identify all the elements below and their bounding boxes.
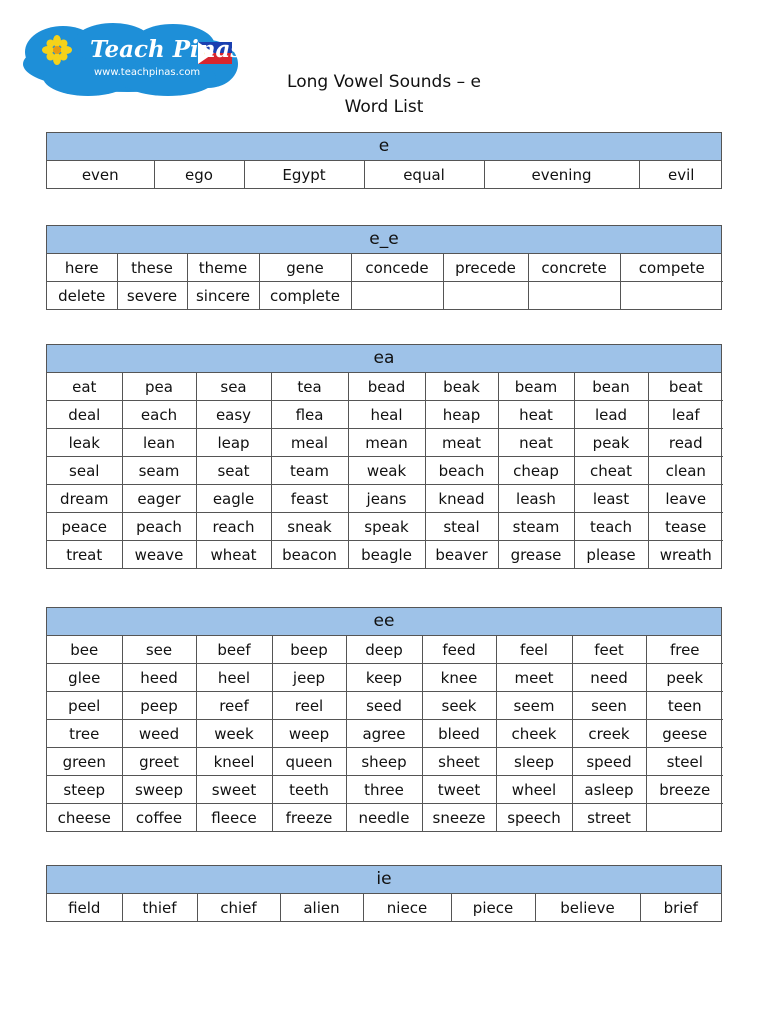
section-header: e_e xyxy=(47,226,721,254)
word-table xyxy=(47,894,721,921)
word-cell: beam xyxy=(498,373,574,401)
word-cell: jeans xyxy=(348,485,425,513)
word-cell: seal xyxy=(47,457,122,485)
word-cell: bleed xyxy=(422,720,496,748)
word-cell: leaf xyxy=(648,401,723,429)
word-cell: green xyxy=(47,748,122,776)
table-row xyxy=(47,429,723,457)
word-cell: eager xyxy=(122,485,196,513)
word-cell: coffee xyxy=(122,804,196,832)
word-cell: seem xyxy=(496,692,572,720)
page-title: Long Vowel Sounds – e xyxy=(287,72,481,92)
word-cell: equal xyxy=(364,161,484,188)
word-cell xyxy=(620,282,723,310)
word-cell: speech xyxy=(496,804,572,832)
table-row xyxy=(47,485,723,513)
word-cell: flea xyxy=(271,401,348,429)
word-cell: knee xyxy=(422,664,496,692)
section-ie xyxy=(46,865,722,922)
section-header: ee xyxy=(47,608,721,636)
word-cell: steel xyxy=(646,748,723,776)
word-cell: weep xyxy=(272,720,346,748)
word-cell: cheese xyxy=(47,804,122,832)
word-cell: reach xyxy=(196,513,271,541)
word-cell: beagle xyxy=(348,541,425,569)
word-cell: creek xyxy=(572,720,646,748)
word-cell xyxy=(351,282,443,310)
word-cell: Egypt xyxy=(244,161,364,188)
table-row xyxy=(47,282,723,310)
word-cell: wheel xyxy=(496,776,572,804)
word-cell: leave xyxy=(648,485,723,513)
word-cell: lean xyxy=(122,429,196,457)
word-cell: delete xyxy=(47,282,117,310)
word-cell: sheet xyxy=(422,748,496,776)
word-cell xyxy=(646,804,723,832)
word-cell: bead xyxy=(348,373,425,401)
word-cell: keep xyxy=(346,664,422,692)
word-cell: queen xyxy=(272,748,346,776)
word-cell: tease xyxy=(648,513,723,541)
word-cell: meal xyxy=(271,429,348,457)
word-cell: tea xyxy=(271,373,348,401)
table-row xyxy=(47,692,723,720)
word-cell: kneel xyxy=(196,748,272,776)
table-row xyxy=(47,457,723,485)
word-cell: alien xyxy=(280,894,363,921)
word-cell: beacon xyxy=(271,541,348,569)
word-cell: peach xyxy=(122,513,196,541)
word-cell: lead xyxy=(574,401,648,429)
word-cell: leap xyxy=(196,429,271,457)
word-cell: here xyxy=(47,254,117,282)
word-cell: knead xyxy=(425,485,498,513)
word-cell: eagle xyxy=(196,485,271,513)
word-cell: heat xyxy=(498,401,574,429)
table-row xyxy=(47,541,723,569)
word-cell: free xyxy=(646,636,723,664)
word-cell: steam xyxy=(498,513,574,541)
word-cell: reef xyxy=(196,692,272,720)
word-cell: see xyxy=(122,636,196,664)
logo-name: Teach Pinas xyxy=(90,36,244,63)
section-header: ie xyxy=(47,866,721,894)
word-cell: evening xyxy=(484,161,639,188)
word-cell: dream xyxy=(47,485,122,513)
flower-icon xyxy=(42,35,72,65)
word-cell: weave xyxy=(122,541,196,569)
word-cell: concede xyxy=(351,254,443,282)
word-cell: jeep xyxy=(272,664,346,692)
word-cell: evil xyxy=(639,161,723,188)
word-cell: believe xyxy=(535,894,640,921)
table-row xyxy=(47,664,723,692)
word-cell: tweet xyxy=(422,776,496,804)
word-cell: heal xyxy=(348,401,425,429)
logo-url: www.teachpinas.com xyxy=(94,67,201,78)
section-e-e xyxy=(46,225,722,310)
word-cell: cheek xyxy=(496,720,572,748)
word-cell: mean xyxy=(348,429,425,457)
word-cell: peek xyxy=(646,664,723,692)
word-cell: beaver xyxy=(425,541,498,569)
word-cell: sneak xyxy=(271,513,348,541)
word-cell xyxy=(528,282,620,310)
word-cell: meet xyxy=(496,664,572,692)
word-cell: meat xyxy=(425,429,498,457)
word-cell: sincere xyxy=(187,282,259,310)
word-table xyxy=(47,161,723,188)
word-cell: heel xyxy=(196,664,272,692)
word-cell: cheat xyxy=(574,457,648,485)
word-cell xyxy=(443,282,528,310)
word-cell: sweep xyxy=(122,776,196,804)
word-cell: piece xyxy=(451,894,535,921)
word-cell: niece xyxy=(363,894,451,921)
word-cell: deal xyxy=(47,401,122,429)
word-cell: greet xyxy=(122,748,196,776)
word-cell: least xyxy=(574,485,648,513)
word-cell: neat xyxy=(498,429,574,457)
word-table xyxy=(47,254,723,309)
word-cell: seat xyxy=(196,457,271,485)
word-cell: severe xyxy=(117,282,187,310)
word-cell: cheap xyxy=(498,457,574,485)
word-cell: sheep xyxy=(346,748,422,776)
word-cell: breeze xyxy=(646,776,723,804)
table-row xyxy=(47,776,723,804)
word-cell: team xyxy=(271,457,348,485)
word-table xyxy=(47,636,723,831)
word-cell: heed xyxy=(122,664,196,692)
word-cell: concrete xyxy=(528,254,620,282)
word-cell: treat xyxy=(47,541,122,569)
section-ee xyxy=(46,607,722,832)
word-cell: gene xyxy=(259,254,351,282)
word-cell: agree xyxy=(346,720,422,748)
word-cell: weak xyxy=(348,457,425,485)
word-cell: peak xyxy=(574,429,648,457)
word-cell: glee xyxy=(47,664,122,692)
word-cell: sneeze xyxy=(422,804,496,832)
word-cell: heap xyxy=(425,401,498,429)
word-cell: seam xyxy=(122,457,196,485)
word-cell: bean xyxy=(574,373,648,401)
word-cell: deep xyxy=(346,636,422,664)
word-cell: seen xyxy=(572,692,646,720)
word-cell: wheat xyxy=(196,541,271,569)
word-cell: feel xyxy=(496,636,572,664)
table-row xyxy=(47,748,723,776)
word-cell: tree xyxy=(47,720,122,748)
word-cell: please xyxy=(574,541,648,569)
page-subtitle: Word List xyxy=(344,97,424,117)
word-cell: theme xyxy=(187,254,259,282)
word-cell: needle xyxy=(346,804,422,832)
word-cell: asleep xyxy=(572,776,646,804)
word-cell: ego xyxy=(154,161,244,188)
word-cell: geese xyxy=(646,720,723,748)
word-cell: beak xyxy=(425,373,498,401)
word-cell: even xyxy=(47,161,154,188)
table-row xyxy=(47,636,723,664)
word-table xyxy=(47,373,723,568)
word-cell: brief xyxy=(640,894,721,921)
word-cell: sea xyxy=(196,373,271,401)
table-row xyxy=(47,254,723,282)
word-cell: beep xyxy=(272,636,346,664)
word-cell: wreath xyxy=(648,541,723,569)
word-cell: sweet xyxy=(196,776,272,804)
word-cell: seed xyxy=(346,692,422,720)
word-cell: weed xyxy=(122,720,196,748)
word-cell: grease xyxy=(498,541,574,569)
word-cell: feed xyxy=(422,636,496,664)
section-header: ea xyxy=(47,345,721,373)
word-cell: steal xyxy=(425,513,498,541)
word-cell: beach xyxy=(425,457,498,485)
word-cell: street xyxy=(572,804,646,832)
word-cell: each xyxy=(122,401,196,429)
word-cell: eat xyxy=(47,373,122,401)
word-cell: pea xyxy=(122,373,196,401)
word-cell: chief xyxy=(197,894,280,921)
word-cell: steep xyxy=(47,776,122,804)
word-cell: field xyxy=(47,894,122,921)
word-cell: precede xyxy=(443,254,528,282)
word-cell: sleep xyxy=(496,748,572,776)
word-cell: bee xyxy=(47,636,122,664)
word-cell: thief xyxy=(122,894,197,921)
table-row xyxy=(47,894,721,921)
word-cell: compete xyxy=(620,254,723,282)
table-row xyxy=(47,401,723,429)
word-cell: easy xyxy=(196,401,271,429)
word-cell: freeze xyxy=(272,804,346,832)
word-cell: feet xyxy=(572,636,646,664)
section-header: e xyxy=(47,133,721,161)
word-cell: peep xyxy=(122,692,196,720)
table-row xyxy=(47,161,723,188)
word-cell: peel xyxy=(47,692,122,720)
table-row xyxy=(47,373,723,401)
word-cell: week xyxy=(196,720,272,748)
section-e xyxy=(46,132,722,189)
word-cell: complete xyxy=(259,282,351,310)
word-cell: reel xyxy=(272,692,346,720)
word-cell: beef xyxy=(196,636,272,664)
word-cell: need xyxy=(572,664,646,692)
word-cell: speak xyxy=(348,513,425,541)
word-cell: seek xyxy=(422,692,496,720)
word-cell: three xyxy=(346,776,422,804)
table-row xyxy=(47,804,723,832)
table-row xyxy=(47,513,723,541)
word-cell: feast xyxy=(271,485,348,513)
word-cell: these xyxy=(117,254,187,282)
word-cell: teach xyxy=(574,513,648,541)
word-cell: leak xyxy=(47,429,122,457)
word-cell: clean xyxy=(648,457,723,485)
section-ea xyxy=(46,344,722,569)
word-cell: beat xyxy=(648,373,723,401)
word-cell: teen xyxy=(646,692,723,720)
table-row xyxy=(47,720,723,748)
word-cell: speed xyxy=(572,748,646,776)
word-cell: teeth xyxy=(272,776,346,804)
word-cell: read xyxy=(648,429,723,457)
word-cell: leash xyxy=(498,485,574,513)
word-cell: peace xyxy=(47,513,122,541)
word-cell: fleece xyxy=(196,804,272,832)
